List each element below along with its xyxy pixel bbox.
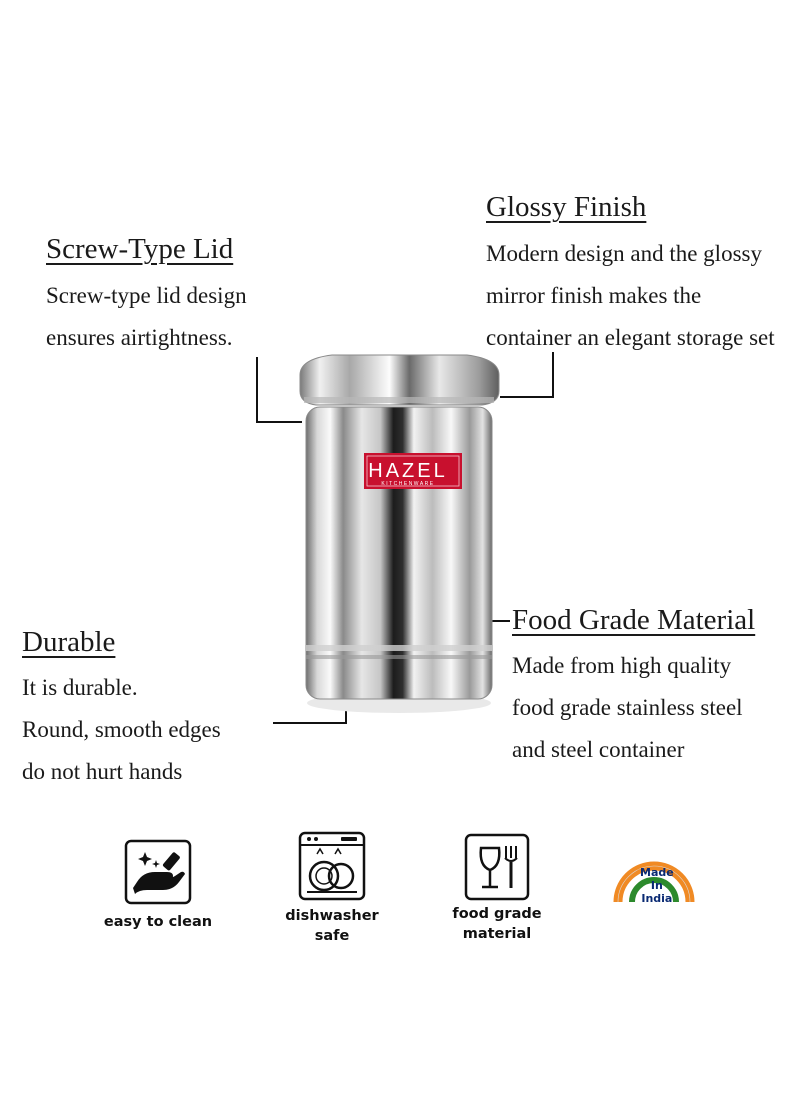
feature-food-grade-material — [512, 603, 755, 771]
feature-description — [22, 667, 221, 793]
badge-food-grade-material — [437, 832, 557, 944]
badge-label: easy to clean — [103, 914, 213, 930]
badge-label-line2: material — [462, 926, 532, 942]
feature-glossy-finish — [486, 190, 775, 359]
badge-label-line1: food grade — [452, 906, 542, 922]
feature-line: It is durable. — [22, 675, 138, 700]
feature-line: and steel container — [512, 737, 685, 762]
feature-line: container an elegant storage set — [486, 325, 775, 350]
feature-title: Screw-Type Lid — [46, 233, 234, 265]
feature-title: Food Grade Material — [512, 604, 756, 636]
feature-description — [512, 645, 755, 771]
badge-easy-to-clean — [98, 838, 218, 932]
made-in-india-text — [640, 866, 674, 905]
feature-line: mirror finish makes the — [486, 283, 702, 308]
feature-title: Glossy Finish — [486, 191, 647, 223]
hand-wiping-icon — [123, 838, 193, 906]
feature-line: Screw-type lid design — [46, 283, 247, 308]
india-line: India — [641, 892, 673, 905]
feature-line: ensures airtightness. — [46, 325, 233, 350]
india-line: In — [650, 879, 663, 892]
feature-line: do not hurt hands — [22, 759, 183, 784]
brand-sub-text: KITCHENWARE — [381, 481, 435, 487]
feature-description — [46, 275, 247, 359]
brand-logo-text: HAZEL — [368, 460, 448, 482]
feature-title: Durable — [22, 626, 116, 658]
glass-fork-icon — [463, 832, 531, 902]
dishwasher-icon — [297, 830, 367, 902]
feature-durable — [22, 625, 221, 793]
feature-line: Round, smooth edges — [22, 717, 221, 742]
badge-dishwasher-safe — [272, 830, 392, 946]
badge-made-in-india — [610, 838, 696, 908]
feature-screw-type-lid — [46, 232, 247, 359]
feature-description — [486, 233, 775, 359]
feature-line: Made from high quality — [512, 653, 732, 678]
steel-container-image — [292, 345, 507, 715]
badge-label-line1: dishwasher — [285, 908, 379, 924]
badge-label-line2: safe — [314, 928, 350, 944]
feature-line: food grade stainless steel — [512, 695, 743, 720]
feature-line: Modern design and the glossy — [486, 241, 762, 266]
india-line: Made — [640, 866, 674, 879]
